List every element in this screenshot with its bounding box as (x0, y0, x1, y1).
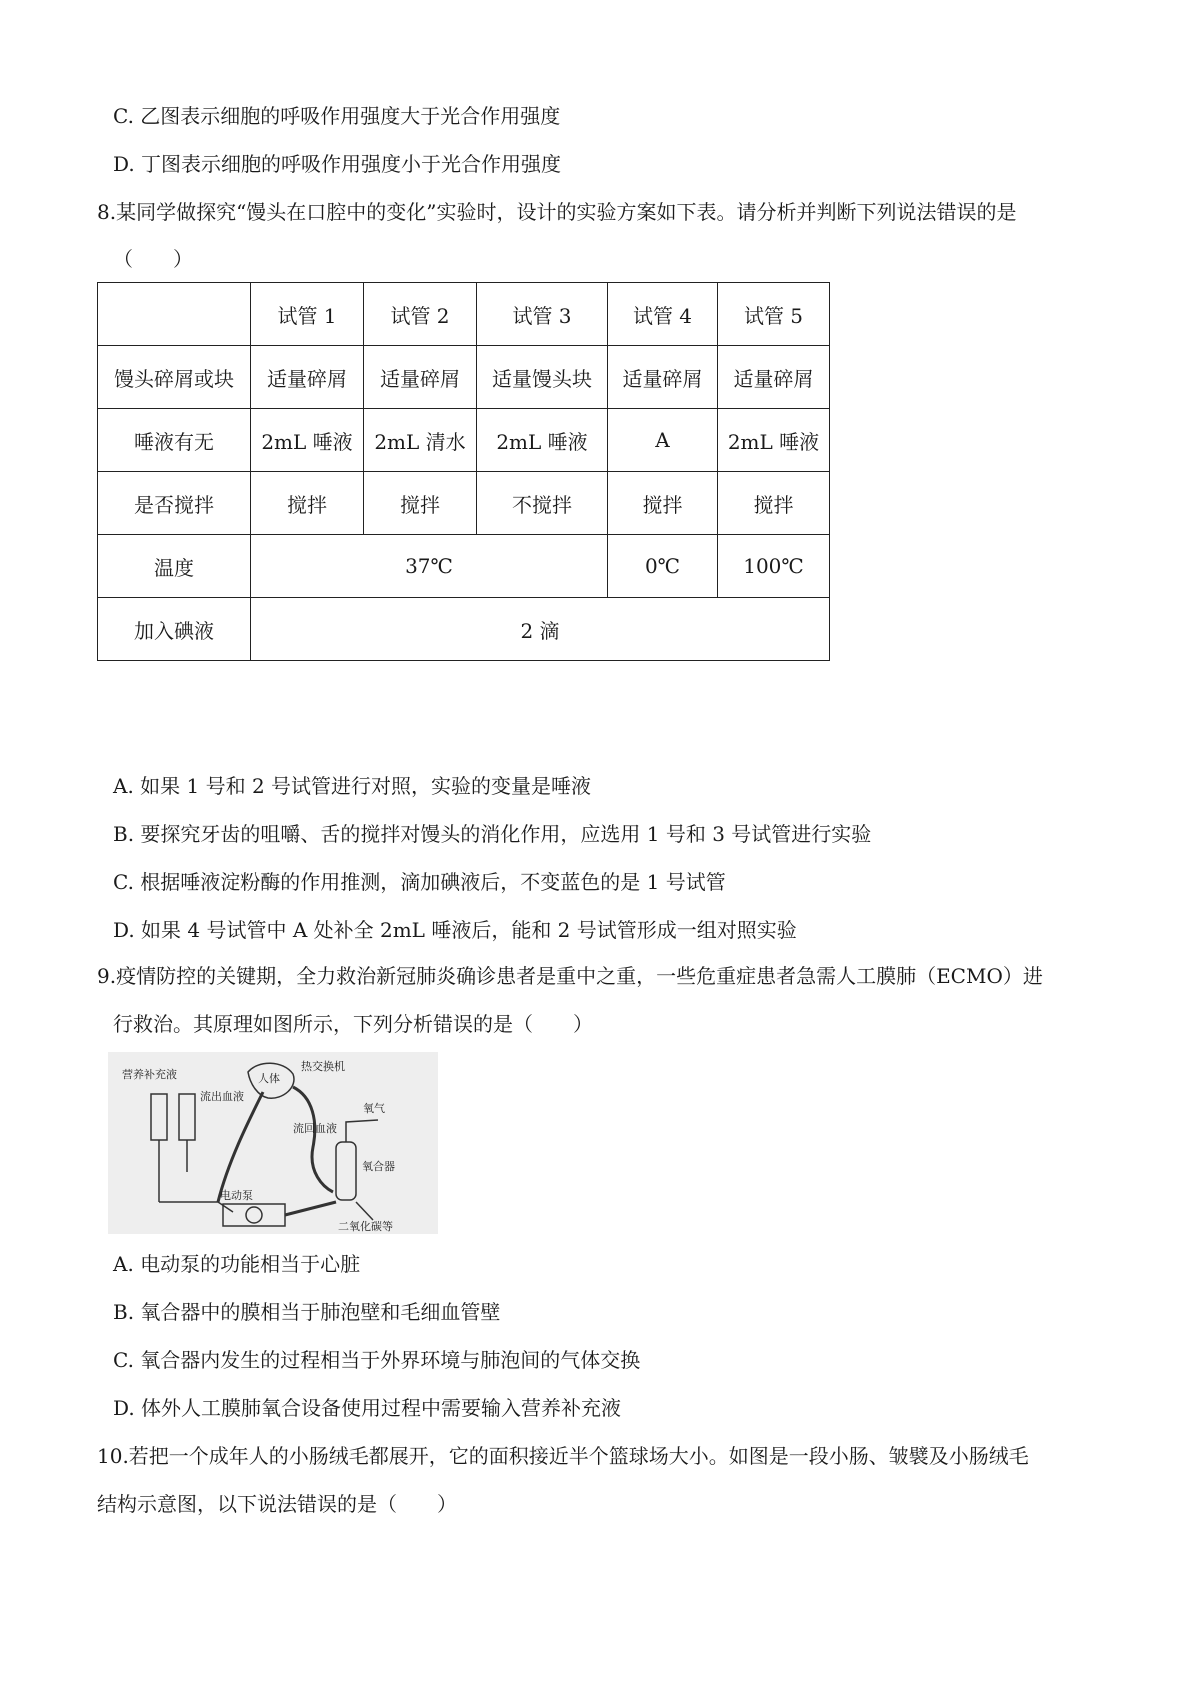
label-nutrient: 营养补充液 (122, 1068, 177, 1081)
question-9-text: 9.疫情防控的关键期，全力救治新冠肺炎确诊患者是重中之重，一些危重症患者急需人工膜肺（ECMO）进 (97, 964, 1043, 988)
table-cell: 试管 1 (251, 283, 364, 346)
table-row (98, 346, 830, 409)
table-cell: 搅拌 (608, 472, 718, 535)
table-cell: 100℃ (718, 535, 830, 598)
table-cell: 适量馒头块 (477, 346, 608, 409)
table-cell: 2mL 清水 (364, 409, 477, 472)
table-cell (98, 283, 251, 346)
experiment-table (97, 282, 830, 661)
table-cell: 是否搅拌 (98, 472, 251, 535)
label-return: 流回血液 (293, 1122, 337, 1135)
table-row (98, 409, 830, 472)
table-row (98, 472, 830, 535)
option-b-q9: B. 氧合器中的膜相当于肺泡壁和毛细血管壁 (113, 1300, 501, 1324)
table-cell: 唾液有无 (98, 409, 251, 472)
table-cell: 不搅拌 (477, 472, 608, 535)
option-c-q9: C. 氧合器内发生的过程相当于外界环境与肺泡间的气体交换 (113, 1348, 641, 1372)
option-d-q7: D. 丁图表示细胞的呼吸作用强度小于光合作用强度 (113, 152, 562, 176)
table-cell: 2mL 唾液 (718, 409, 830, 472)
question-8-text: 8.某同学做探究“馒头在口腔中的变化”实验时，设计的实验方案如下表。请分析并判断下列说法错误的是 (97, 200, 1017, 224)
table-cell: 试管 4 (608, 283, 718, 346)
label-pump: 电动泵 (220, 1189, 253, 1202)
question-8-bracket: （ ） (113, 247, 193, 271)
table-cell: 37℃ (251, 535, 608, 598)
table-cell: 加入碘液 (98, 598, 251, 661)
question-10-text: 10.若把一个成年人的小肠绒毛都展开，它的面积接近半个篮球场大小。如图是一段小肠、皱襞及小肠绒毛 (97, 1444, 1029, 1468)
table-cell: 2mL 唾液 (251, 409, 364, 472)
table-cell: 0℃ (608, 535, 718, 598)
table-cell: 试管 3 (477, 283, 608, 346)
label-heat-exchanger: 热交换机 (301, 1060, 345, 1073)
option-c-q8: C. 根据唾液淀粉酶的作用推测，滴加碘液后，不变蓝色的是 1 号试管 (113, 870, 726, 894)
ecmo-diagram (108, 1052, 438, 1234)
table-cell: A (608, 409, 718, 472)
label-outflow: 流出血液 (200, 1090, 244, 1103)
label-human: 人体 (258, 1072, 280, 1085)
table-cell: 试管 2 (364, 283, 477, 346)
table-cell: 适量碎屑 (718, 346, 830, 409)
table-cell: 温度 (98, 535, 251, 598)
table-cell: 适量碎屑 (364, 346, 477, 409)
question-10-text-cont: 结构示意图，以下说法错误的是（ ） (97, 1492, 457, 1516)
table-row (98, 535, 830, 598)
option-b-q8: B. 要探究牙齿的咀嚼、舌的搅拌对馒头的消化作用，应选用 1 号和 3 号试管进行实验 (113, 822, 872, 846)
question-9-text-cont: 行救治。其原理如图所示，下列分析错误的是（ ） (113, 1012, 593, 1036)
table-cell: 搅拌 (251, 472, 364, 535)
table-cell: 适量碎屑 (608, 346, 718, 409)
label-oxygen: 氧气 (363, 1102, 385, 1115)
label-co2: 二氧化碳等 (338, 1220, 393, 1233)
table-row (98, 283, 830, 346)
table-cell: 2 滴 (251, 598, 830, 661)
table-cell: 2mL 唾液 (477, 409, 608, 472)
table-cell: 搅拌 (718, 472, 830, 535)
table-cell: 试管 5 (718, 283, 830, 346)
option-c-q7: C. 乙图表示细胞的呼吸作用强度大于光合作用强度 (113, 104, 561, 128)
table-cell: 适量碎屑 (251, 346, 364, 409)
option-d-q9: D. 体外人工膜肺氧合设备使用过程中需要输入营养补充液 (113, 1396, 622, 1420)
table-cell: 搅拌 (364, 472, 477, 535)
ecmo-diagram-svg (108, 1052, 438, 1234)
table-cell: 馒头碎屑或块 (98, 346, 251, 409)
label-oxygenator: 氧合器 (362, 1160, 395, 1173)
option-d-q8: D. 如果 4 号试管中 A 处补全 2mL 唾液后，能和 2 号试管形成一组对照实验 (113, 918, 797, 942)
option-a-q9: A. 电动泵的功能相当于心脏 (113, 1252, 361, 1276)
table-row (98, 598, 830, 661)
option-a-q8: A. 如果 1 号和 2 号试管进行对照，实验的变量是唾液 (113, 774, 592, 798)
